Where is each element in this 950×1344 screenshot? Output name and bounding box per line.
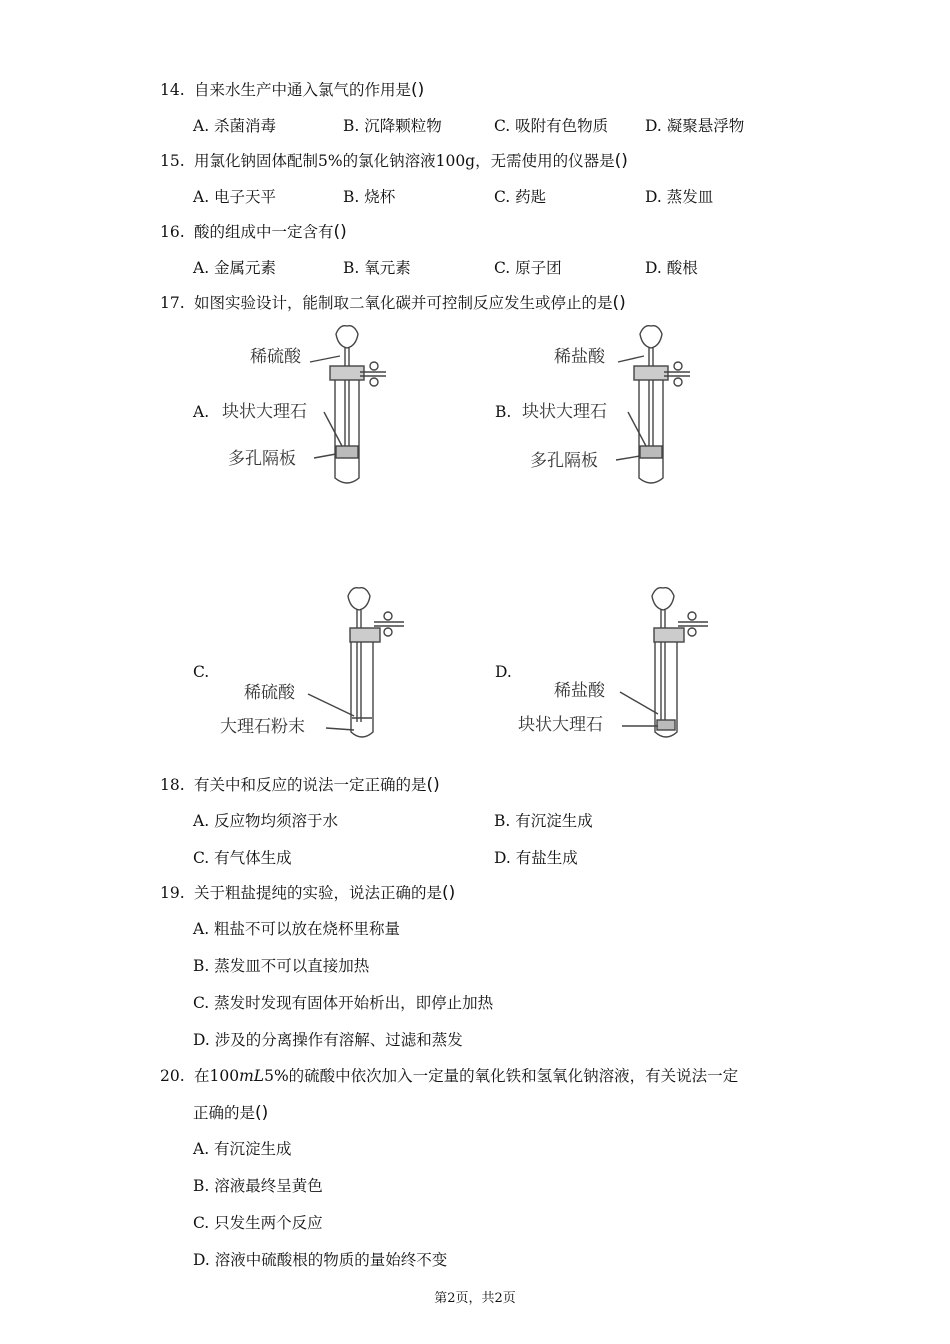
option-b: B. 沉降颗粒物 bbox=[343, 117, 442, 135]
option-a: A. 电子天平 bbox=[193, 188, 277, 206]
figure-letter: D. bbox=[495, 663, 512, 681]
option-d: D. 酸根 bbox=[645, 259, 698, 277]
option-b: B. 有沉淀生成 bbox=[494, 812, 593, 830]
label-solid: 块状大理石 bbox=[222, 402, 307, 422]
question-stem: 关于粗盐提纯的实验，说法正确的是 bbox=[194, 884, 443, 902]
question-19 bbox=[160, 881, 455, 903]
question-number: 15. bbox=[160, 152, 185, 170]
test-tube-apparatus bbox=[620, 588, 708, 737]
test-tube-apparatus bbox=[308, 588, 404, 737]
question-number: 16. bbox=[160, 223, 185, 241]
label-acid: 稀盐酸 bbox=[554, 347, 605, 367]
figure-letter: A. bbox=[193, 403, 210, 421]
question-18 bbox=[160, 773, 440, 795]
question-stem-part-3: 正确的是 bbox=[193, 1104, 256, 1122]
option-d: D. 凝聚悬浮物 bbox=[645, 117, 745, 135]
answer-paren: () bbox=[426, 775, 440, 795]
question-number: 17. bbox=[160, 294, 185, 312]
answer-paren: () bbox=[612, 293, 626, 313]
option-d: D. 涉及的分离操作有溶解、过滤和蒸发 bbox=[193, 1031, 463, 1049]
apparatus-figure-d bbox=[492, 580, 722, 745]
answer-paren: () bbox=[411, 80, 425, 100]
option-b: B. 氧元素 bbox=[343, 259, 411, 277]
question-stem-part-1: 在100 bbox=[194, 1067, 240, 1085]
option-c: C. 蒸发时发现有固体开始析出，即停止加热 bbox=[193, 994, 494, 1012]
option-c: C. 吸附有色物质 bbox=[494, 117, 609, 135]
option-b: B. 溶液最终呈黄色 bbox=[193, 1177, 323, 1195]
answer-paren: () bbox=[333, 222, 347, 242]
figure-letter: C. bbox=[193, 663, 210, 681]
label-plate: 多孔隔板 bbox=[530, 451, 598, 471]
question-stem: 如图实验设计，能制取二氧化碳并可控制反应发生或停止的是 bbox=[194, 294, 613, 312]
option-a: A. 反应物均须溶于水 bbox=[193, 812, 339, 830]
question-stem: 酸的组成中一定含有 bbox=[194, 223, 334, 241]
apparatus-figure-b bbox=[492, 322, 722, 492]
option-a: A. 杀菌消毒 bbox=[193, 117, 277, 135]
option-c: C. 只发生两个反应 bbox=[193, 1214, 323, 1232]
label-acid: 稀硫酸 bbox=[250, 347, 301, 367]
option-a: A. 有沉淀生成 bbox=[193, 1140, 292, 1158]
option-d: D. 有盐生成 bbox=[494, 849, 578, 867]
answer-paren: () bbox=[614, 151, 628, 171]
answer-paren: () bbox=[255, 1103, 269, 1123]
page-footer: 第2页，共2页 bbox=[434, 1291, 516, 1306]
label-acid: 稀盐酸 bbox=[554, 681, 605, 701]
unit-ml: mL bbox=[239, 1067, 265, 1085]
question-number: 18. bbox=[160, 776, 185, 794]
question-stem: 用氯化钠固体配制5%的氯化钠溶液100g，无需使用的仪器是 bbox=[194, 152, 615, 170]
question-17 bbox=[160, 291, 626, 313]
option-b: B. 烧杯 bbox=[343, 188, 396, 206]
test-tube-apparatus bbox=[310, 326, 386, 483]
question-14 bbox=[160, 78, 424, 100]
question-number: 20. bbox=[160, 1067, 185, 1085]
label-plate: 多孔隔板 bbox=[228, 449, 296, 469]
option-c: C. 药匙 bbox=[494, 188, 547, 206]
label-powder: 大理石粉末 bbox=[220, 717, 305, 737]
question-20-continuation bbox=[193, 1101, 268, 1123]
test-tube-apparatus bbox=[616, 326, 690, 483]
figure-letter: B. bbox=[495, 403, 512, 421]
option-a: A. 金属元素 bbox=[193, 259, 277, 277]
option-b: B. 蒸发皿不可以直接加热 bbox=[193, 957, 370, 975]
option-c: C. 有气体生成 bbox=[193, 849, 292, 867]
apparatus-figure-c bbox=[190, 580, 420, 745]
option-c: C. 原子团 bbox=[494, 259, 562, 277]
label-acid: 稀硫酸 bbox=[244, 683, 295, 703]
label-solid: 块状大理石 bbox=[518, 715, 603, 735]
question-15 bbox=[160, 149, 628, 171]
label-solid: 块状大理石 bbox=[522, 402, 607, 422]
option-d: D. 蒸发皿 bbox=[645, 188, 714, 206]
question-number: 14. bbox=[160, 81, 185, 99]
question-stem: 自来水生产中通入氯气的作用是 bbox=[194, 81, 412, 99]
option-d: D. 溶液中硫酸根的物质的量始终不变 bbox=[193, 1251, 448, 1269]
question-stem: 有关中和反应的说法一定正确的是 bbox=[194, 776, 427, 794]
option-a: A. 粗盐不可以放在烧杯里称量 bbox=[193, 920, 401, 938]
question-number: 19. bbox=[160, 884, 185, 902]
answer-paren: () bbox=[442, 883, 456, 903]
question-stem-part-2: 5%的硫酸中依次加入一定量的氧化铁和氢氧化钠溶液，有关说法一定 bbox=[264, 1067, 739, 1085]
question-16 bbox=[160, 220, 347, 242]
apparatus-figure-a bbox=[190, 322, 410, 492]
question-20 bbox=[160, 1064, 738, 1086]
